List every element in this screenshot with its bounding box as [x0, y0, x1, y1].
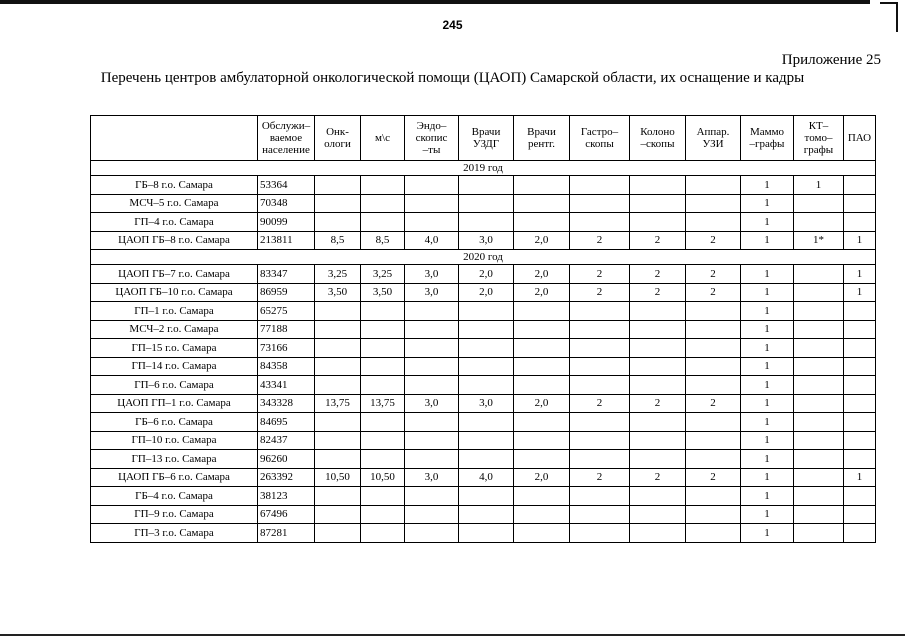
cell-ultrasound — [686, 302, 741, 321]
cell-endoscopists: 4,0 — [405, 231, 459, 250]
cell-xray-doctors — [514, 524, 570, 543]
cell-ct-scanners — [794, 413, 844, 432]
cell-endoscopists — [405, 431, 459, 450]
header-pao: ПАО — [844, 116, 876, 161]
cell-ultrasound — [686, 213, 741, 232]
oncology-centers-table — [90, 115, 876, 543]
cell-ct-scanners: 1 — [794, 176, 844, 195]
cell-ultrasound — [686, 376, 741, 395]
cell-endoscopists — [405, 505, 459, 524]
cell-nurses — [361, 487, 405, 506]
cell-colonoscopes — [630, 357, 686, 376]
cell-ct-scanners — [794, 213, 844, 232]
cell-ct-scanners — [794, 265, 844, 284]
cell-ultrasound: 2 — [686, 468, 741, 487]
table-row — [91, 213, 876, 232]
cell-mammographs: 1 — [741, 376, 794, 395]
cell-oncologists — [315, 302, 361, 321]
top-rule — [0, 0, 870, 4]
cell-uzdg-doctors: 4,0 — [459, 468, 514, 487]
cell-nurses — [361, 413, 405, 432]
cell-oncologists — [315, 505, 361, 524]
table-body — [91, 161, 876, 543]
cell-oncologists — [315, 339, 361, 358]
cell-pao — [844, 302, 876, 321]
cell-colonoscopes — [630, 505, 686, 524]
cell-mammographs: 1 — [741, 468, 794, 487]
cell-name: ГП–14 г.о. Самара — [91, 357, 258, 376]
cell-nurses — [361, 357, 405, 376]
cell-uzdg-doctors — [459, 505, 514, 524]
cell-ct-scanners — [794, 320, 844, 339]
cell-gastroscopes — [570, 431, 630, 450]
cell-pao — [844, 505, 876, 524]
cell-ultrasound — [686, 320, 741, 339]
header-oncologists: Онк- ологи — [315, 116, 361, 161]
cell-uzdg-doctors — [459, 487, 514, 506]
cell-nurses: 3,25 — [361, 265, 405, 284]
cell-colonoscopes: 2 — [630, 283, 686, 302]
cell-ultrasound — [686, 413, 741, 432]
cell-oncologists — [315, 357, 361, 376]
cell-colonoscopes — [630, 176, 686, 195]
table-row — [91, 524, 876, 543]
cell-mammographs: 1 — [741, 265, 794, 284]
cell-population: 67496 — [258, 505, 315, 524]
cell-colonoscopes: 2 — [630, 265, 686, 284]
cell-endoscopists — [405, 302, 459, 321]
cell-uzdg-doctors — [459, 357, 514, 376]
cell-population: 96260 — [258, 450, 315, 469]
cell-oncologists — [315, 450, 361, 469]
cell-xray-doctors — [514, 302, 570, 321]
year-row — [91, 161, 876, 176]
cell-endoscopists — [405, 320, 459, 339]
cell-xray-doctors — [514, 213, 570, 232]
cell-population: 77188 — [258, 320, 315, 339]
cell-mammographs: 1 — [741, 283, 794, 302]
cell-gastroscopes — [570, 302, 630, 321]
cell-name: ГП–4 г.о. Самара — [91, 213, 258, 232]
cell-pao — [844, 413, 876, 432]
cell-ct-scanners — [794, 431, 844, 450]
header-mammographs: Маммо –графы — [741, 116, 794, 161]
cell-population: 82437 — [258, 431, 315, 450]
cell-ultrasound — [686, 176, 741, 195]
cell-ultrasound — [686, 431, 741, 450]
cell-oncologists: 3,50 — [315, 283, 361, 302]
cell-xray-doctors — [514, 320, 570, 339]
cell-oncologists — [315, 524, 361, 543]
cell-xray-doctors: 2,0 — [514, 283, 570, 302]
cell-ultrasound — [686, 450, 741, 469]
cell-uzdg-doctors: 2,0 — [459, 265, 514, 284]
cell-colonoscopes — [630, 194, 686, 213]
cell-nurses: 10,50 — [361, 468, 405, 487]
cell-gastroscopes: 2 — [570, 394, 630, 413]
cell-uzdg-doctors — [459, 320, 514, 339]
cell-uzdg-doctors — [459, 413, 514, 432]
cell-population: 65275 — [258, 302, 315, 321]
cell-population: 43341 — [258, 376, 315, 395]
cell-uzdg-doctors — [459, 194, 514, 213]
cell-endoscopists — [405, 357, 459, 376]
cell-name: ГП–3 г.о. Самара — [91, 524, 258, 543]
cell-uzdg-doctors: 3,0 — [459, 231, 514, 250]
cell-pao — [844, 394, 876, 413]
cell-colonoscopes — [630, 320, 686, 339]
cell-population: 53364 — [258, 176, 315, 195]
cell-name: ГБ–8 г.о. Самара — [91, 176, 258, 195]
cell-uzdg-doctors — [459, 302, 514, 321]
cell-mammographs: 1 — [741, 213, 794, 232]
cell-population: 343328 — [258, 394, 315, 413]
appendix-label: Приложение 25 — [781, 52, 881, 68]
cell-ct-scanners — [794, 505, 844, 524]
cell-oncologists — [315, 320, 361, 339]
cell-oncologists — [315, 413, 361, 432]
cell-oncologists — [315, 176, 361, 195]
cell-xray-doctors — [514, 357, 570, 376]
cell-mammographs: 1 — [741, 413, 794, 432]
cell-mammographs: 1 — [741, 450, 794, 469]
cell-pao — [844, 431, 876, 450]
cell-gastroscopes — [570, 339, 630, 358]
cell-endoscopists — [405, 413, 459, 432]
table-row — [91, 505, 876, 524]
cell-pao — [844, 320, 876, 339]
cell-gastroscopes: 2 — [570, 231, 630, 250]
cell-colonoscopes — [630, 302, 686, 321]
cell-colonoscopes — [630, 431, 686, 450]
table-row — [91, 176, 876, 195]
cell-mammographs: 1 — [741, 320, 794, 339]
cell-endoscopists — [405, 194, 459, 213]
cell-population: 73166 — [258, 339, 315, 358]
cell-name: ГБ–4 г.о. Самара — [91, 487, 258, 506]
cell-gastroscopes — [570, 413, 630, 432]
table-row — [91, 487, 876, 506]
cell-gastroscopes — [570, 320, 630, 339]
cell-pao: 1 — [844, 231, 876, 250]
cell-pao: 1 — [844, 468, 876, 487]
cell-nurses — [361, 213, 405, 232]
cell-nurses: 3,50 — [361, 283, 405, 302]
cell-colonoscopes: 2 — [630, 394, 686, 413]
cell-gastroscopes — [570, 487, 630, 506]
cell-name: ГБ–6 г.о. Самара — [91, 413, 258, 432]
cell-mammographs: 1 — [741, 505, 794, 524]
cell-ultrasound — [686, 524, 741, 543]
cell-uzdg-doctors — [459, 213, 514, 232]
cell-ct-scanners — [794, 394, 844, 413]
cell-pao — [844, 339, 876, 358]
cell-nurses — [361, 194, 405, 213]
cell-name: МСЧ–2 г.о. Самара — [91, 320, 258, 339]
cell-pao — [844, 213, 876, 232]
cell-population: 84358 — [258, 357, 315, 376]
cell-population: 83347 — [258, 265, 315, 284]
cell-pao: 1 — [844, 265, 876, 284]
cell-uzdg-doctors — [459, 450, 514, 469]
header-uzdg-doctors: Врачи УЗДГ — [459, 116, 514, 161]
cell-nurses — [361, 524, 405, 543]
cell-colonoscopes — [630, 213, 686, 232]
cell-colonoscopes: 2 — [630, 468, 686, 487]
cell-pao — [844, 376, 876, 395]
table-row — [91, 265, 876, 284]
cell-gastroscopes — [570, 213, 630, 232]
table-header-row — [91, 116, 876, 161]
header-nurses: м\с — [361, 116, 405, 161]
cell-mammographs: 1 — [741, 487, 794, 506]
cell-mammographs: 1 — [741, 302, 794, 321]
cell-pao — [844, 450, 876, 469]
table-row — [91, 339, 876, 358]
cell-ultrasound — [686, 194, 741, 213]
cell-population: 87281 — [258, 524, 315, 543]
cell-oncologists — [315, 376, 361, 395]
year-row — [91, 250, 876, 265]
cell-xray-doctors — [514, 487, 570, 506]
cell-name: ГП–13 г.о. Самара — [91, 450, 258, 469]
cell-population: 86959 — [258, 283, 315, 302]
cell-gastroscopes — [570, 194, 630, 213]
cell-mammographs: 1 — [741, 176, 794, 195]
document-title: Перечень центров амбулаторной онкологической помощи (ЦАОП) Самарской области, их оснащение и кадры — [100, 70, 805, 86]
year-label: 2019 год — [91, 161, 876, 176]
cell-xray-doctors — [514, 413, 570, 432]
cell-ultrasound — [686, 357, 741, 376]
cell-endoscopists — [405, 339, 459, 358]
cell-uzdg-doctors — [459, 376, 514, 395]
cell-nurses — [361, 376, 405, 395]
cell-name: ЦАОП ГБ–8 г.о. Самара — [91, 231, 258, 250]
table-row — [91, 357, 876, 376]
cell-mammographs: 1 — [741, 231, 794, 250]
cell-oncologists: 13,75 — [315, 394, 361, 413]
table-row — [91, 194, 876, 213]
cell-ct-scanners — [794, 357, 844, 376]
table-row — [91, 302, 876, 321]
header-ct-scanners: КТ– томо– графы — [794, 116, 844, 161]
cell-ct-scanners: 1* — [794, 231, 844, 250]
cell-pao — [844, 176, 876, 195]
cell-nurses — [361, 505, 405, 524]
cell-population: 263392 — [258, 468, 315, 487]
cell-uzdg-doctors — [459, 176, 514, 195]
cell-xray-doctors — [514, 505, 570, 524]
bottom-rule — [0, 634, 905, 636]
cell-xray-doctors — [514, 376, 570, 395]
table-row — [91, 468, 876, 487]
cell-oncologists: 10,50 — [315, 468, 361, 487]
cell-ct-scanners — [794, 302, 844, 321]
cell-ct-scanners — [794, 487, 844, 506]
cell-colonoscopes: 2 — [630, 231, 686, 250]
cell-colonoscopes — [630, 339, 686, 358]
cell-xray-doctors — [514, 176, 570, 195]
cell-ct-scanners — [794, 468, 844, 487]
cell-endoscopists: 3,0 — [405, 283, 459, 302]
cell-xray-doctors: 2,0 — [514, 265, 570, 284]
cell-ultrasound: 2 — [686, 394, 741, 413]
cell-endoscopists: 3,0 — [405, 265, 459, 284]
cell-ct-scanners — [794, 194, 844, 213]
cell-name: ЦАОП ГП–1 г.о. Самара — [91, 394, 258, 413]
cell-gastroscopes: 2 — [570, 283, 630, 302]
cell-gastroscopes — [570, 505, 630, 524]
cell-name: ГП–1 г.о. Самара — [91, 302, 258, 321]
cell-endoscopists — [405, 176, 459, 195]
cell-xray-doctors — [514, 450, 570, 469]
cell-mammographs: 1 — [741, 394, 794, 413]
cell-oncologists: 3,25 — [315, 265, 361, 284]
header-ultrasound: Аппар. УЗИ — [686, 116, 741, 161]
cell-colonoscopes — [630, 413, 686, 432]
cell-ct-scanners — [794, 450, 844, 469]
cell-name: МСЧ–5 г.о. Самара — [91, 194, 258, 213]
cell-mammographs: 1 — [741, 357, 794, 376]
cell-gastroscopes — [570, 376, 630, 395]
cell-oncologists: 8,5 — [315, 231, 361, 250]
cell-colonoscopes — [630, 376, 686, 395]
cell-pao — [844, 357, 876, 376]
cell-oncologists — [315, 487, 361, 506]
cell-xray-doctors: 2,0 — [514, 231, 570, 250]
cell-mammographs: 1 — [741, 524, 794, 543]
cell-name: ЦАОП ГБ–6 г.о. Самара — [91, 468, 258, 487]
cell-pao — [844, 194, 876, 213]
cell-ultrasound — [686, 339, 741, 358]
cell-uzdg-doctors — [459, 524, 514, 543]
cell-endoscopists — [405, 376, 459, 395]
table-row — [91, 376, 876, 395]
cell-ct-scanners — [794, 376, 844, 395]
table-row — [91, 431, 876, 450]
cell-mammographs: 1 — [741, 339, 794, 358]
cell-nurses — [361, 320, 405, 339]
cell-nurses — [361, 339, 405, 358]
cell-endoscopists: 3,0 — [405, 468, 459, 487]
cell-oncologists — [315, 213, 361, 232]
header-population: Обслужи– ваемое население — [258, 116, 315, 161]
header-endoscopists: Эндо– скопис –ты — [405, 116, 459, 161]
cell-xray-doctors — [514, 339, 570, 358]
cell-pao — [844, 524, 876, 543]
cell-name: ЦАОП ГБ–7 г.о. Самара — [91, 265, 258, 284]
cell-uzdg-doctors: 3,0 — [459, 394, 514, 413]
cell-gastroscopes — [570, 176, 630, 195]
cell-ct-scanners — [794, 339, 844, 358]
header-xray-doctors: Врачи рентг. — [514, 116, 570, 161]
cell-gastroscopes — [570, 357, 630, 376]
cell-ultrasound — [686, 505, 741, 524]
cell-endoscopists — [405, 487, 459, 506]
cell-oncologists — [315, 194, 361, 213]
cell-xray-doctors — [514, 194, 570, 213]
cell-ultrasound: 2 — [686, 283, 741, 302]
cell-nurses — [361, 450, 405, 469]
cell-nurses — [361, 176, 405, 195]
cell-mammographs: 1 — [741, 431, 794, 450]
cell-colonoscopes — [630, 487, 686, 506]
cell-ultrasound — [686, 487, 741, 506]
cell-population: 84695 — [258, 413, 315, 432]
cell-name: ЦАОП ГБ–10 г.о. Самара — [91, 283, 258, 302]
cell-nurses — [361, 431, 405, 450]
cell-nurses — [361, 302, 405, 321]
cell-pao — [844, 487, 876, 506]
table-row — [91, 320, 876, 339]
cell-pao: 1 — [844, 283, 876, 302]
cell-uzdg-doctors — [459, 431, 514, 450]
cell-population: 90099 — [258, 213, 315, 232]
cell-uzdg-doctors: 2,0 — [459, 283, 514, 302]
cell-name: ГП–10 г.о. Самара — [91, 431, 258, 450]
cell-gastroscopes — [570, 450, 630, 469]
cell-ct-scanners — [794, 283, 844, 302]
cell-gastroscopes: 2 — [570, 468, 630, 487]
header-gastroscopes: Гастро– скопы — [570, 116, 630, 161]
header-colonoscopes: Колоно –скопы — [630, 116, 686, 161]
table-row — [91, 231, 876, 250]
cell-endoscopists — [405, 524, 459, 543]
table-row — [91, 394, 876, 413]
cell-nurses: 8,5 — [361, 231, 405, 250]
cell-name: ГП–15 г.о. Самара — [91, 339, 258, 358]
cell-ultrasound: 2 — [686, 231, 741, 250]
cell-xray-doctors — [514, 431, 570, 450]
cell-endoscopists — [405, 213, 459, 232]
cell-xray-doctors: 2,0 — [514, 468, 570, 487]
table-row — [91, 283, 876, 302]
cell-name: ГП–9 г.о. Самара — [91, 505, 258, 524]
table-row — [91, 450, 876, 469]
cell-ultrasound: 2 — [686, 265, 741, 284]
cell-mammographs: 1 — [741, 194, 794, 213]
cell-colonoscopes — [630, 450, 686, 469]
cell-gastroscopes: 2 — [570, 265, 630, 284]
header-name — [91, 116, 258, 161]
cell-nurses: 13,75 — [361, 394, 405, 413]
table-row — [91, 413, 876, 432]
cell-endoscopists: 3,0 — [405, 394, 459, 413]
cell-population: 70348 — [258, 194, 315, 213]
cell-gastroscopes — [570, 524, 630, 543]
cell-population: 38123 — [258, 487, 315, 506]
cell-oncologists — [315, 431, 361, 450]
cell-population: 213811 — [258, 231, 315, 250]
year-label: 2020 год — [91, 250, 876, 265]
cell-endoscopists — [405, 450, 459, 469]
cell-colonoscopes — [630, 524, 686, 543]
cell-ct-scanners — [794, 524, 844, 543]
page-number: 245 — [442, 18, 463, 32]
cell-name: ГП–6 г.о. Самара — [91, 376, 258, 395]
cell-uzdg-doctors — [459, 339, 514, 358]
cell-xray-doctors: 2,0 — [514, 394, 570, 413]
